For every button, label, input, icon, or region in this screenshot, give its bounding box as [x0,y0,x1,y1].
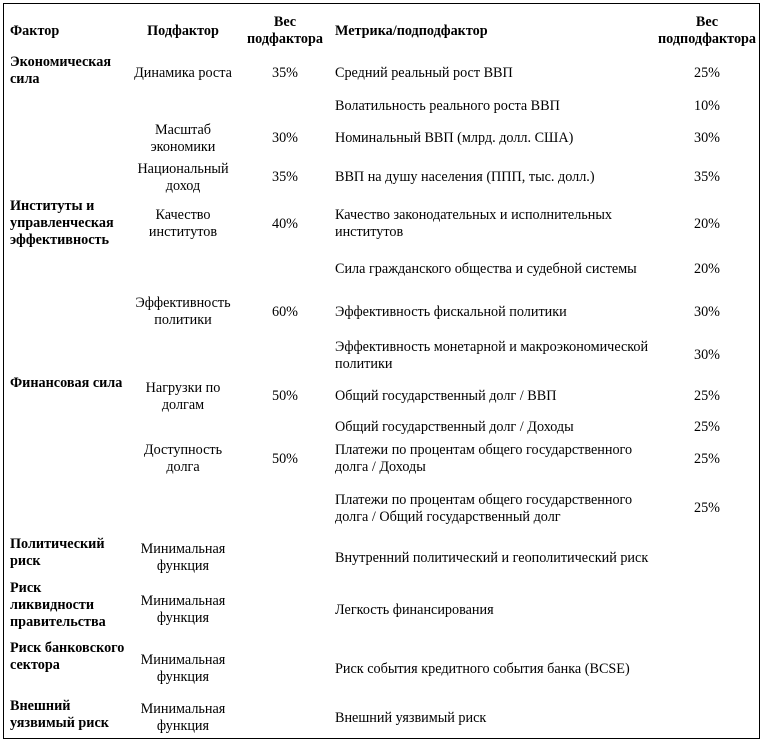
table-row [6,336,758,375]
metric-weight-cell: 30% [693,347,720,363]
metric-cell: Средний реальный рост ВВП [335,65,513,81]
subfactor-cell: Нагрузки по долгам [145,379,221,413]
header-metric-weight: Вес подподфактора [658,14,757,47]
metric-weight-cell: 25% [693,450,720,467]
table-row [6,640,758,698]
metric-weight-cell: 30% [693,303,720,320]
subfactor-weight-cell: 35% [271,169,298,185]
metric-weight-cell: 25% [693,65,720,81]
metric-weight-cell: 25% [693,500,720,516]
table-row [6,54,758,93]
subfactor-cell: Эффективность политики [135,295,231,328]
factor-cell: Политический риск [10,536,105,569]
subfactor-cell: Доступность долга [143,442,223,475]
metric-weight-cell: 25% [693,419,720,435]
subfactor-weight-cell: 60% [271,303,298,320]
factor-cell: Экономическая сила [10,54,112,87]
metric-cell: Внешний уязвимый риск [335,709,487,726]
header-subfactor: Подфактор [147,22,219,39]
factor-cell: Финансовая сила [10,375,123,391]
metric-weight-cell: 20% [693,215,720,232]
subfactor-cell: Минимальная функция [140,652,226,685]
metric-cell: ВВП на душу населения (ППП, тыс. долл.) [335,169,595,185]
table-row [6,698,758,738]
metric-cell: Номинальный ВВП (млрд. долл. США) [335,130,574,146]
metric-weight-cell: 25% [693,388,720,404]
factor-cell: Риск банковского сектора [10,640,125,673]
subfactor-cell: Национальный доход [137,160,229,194]
metric-cell: Платежи по процентам общего государственного долга / Доходы [335,442,633,475]
table-row [6,375,758,418]
subfactor-cell: Минимальная функция [140,541,226,574]
subfactor-weight-cell: 35% [271,65,298,81]
subfactor-cell: Минимальная функция [140,701,226,734]
metric-cell: Внутренний политический и геополитический риск [335,549,649,566]
sovereign-rating-factors-table [6,8,758,738]
table-row [6,157,758,198]
subfactor-cell: Масштаб экономики [150,121,216,155]
metric-cell: Легкость финансирования [335,601,494,618]
subfactor-weight-cell: 50% [271,388,298,404]
metric-cell: Платежи по процентам общего государственного долга / Общий государственный долг [335,491,633,525]
subfactor-cell: Динамика роста [134,65,232,81]
table-row [6,580,758,640]
subfactor-weight-cell: 50% [271,450,298,467]
table-row [6,437,758,481]
metric-cell: Сила гражданского общества и судебной системы [335,260,637,277]
header-subfactor-weight: Вес подфактора [247,14,323,47]
table-row [6,536,758,580]
metric-weight-cell: 10% [693,98,720,114]
header-metric: Метрика/подподфактор [335,22,488,39]
header-row [6,8,758,54]
table-row [6,481,758,536]
header-factor: Фактор [10,22,60,39]
metric-weight-cell: 20% [693,260,720,277]
factor-cell: Риск ликвидности правительства [10,580,106,630]
table-row [6,288,758,336]
subfactor-weight-cell: 40% [271,215,298,232]
metric-weight-cell: 35% [693,169,720,185]
metric-weight-cell: 30% [693,130,720,146]
factor-cell: Внешний уязвимый риск [10,698,109,731]
metric-cell: Эффективность фискальной политики [335,303,567,320]
metric-cell: Качество законодательных и исполнительных институтов [335,207,612,240]
metric-cell: Эффективность монетарной и макроэкономической политики [335,338,649,372]
subfactor-cell: Качество институтов [148,207,218,240]
table-row [6,198,758,250]
factor-cell: Институты и управленческая эффективность [10,198,114,248]
subfactor-weight-cell: 30% [271,130,298,146]
subfactor-cell: Минимальная функция [140,593,226,626]
metric-cell: Волатильность реального роста ВВП [335,98,560,114]
metric-cell: Общий государственный долг / Доходы [335,419,574,435]
metric-cell: Общий государственный долг / ВВП [335,388,557,404]
metric-cell: Риск события кредитного события банка (BCSE) [335,660,630,677]
table-row [6,120,758,157]
